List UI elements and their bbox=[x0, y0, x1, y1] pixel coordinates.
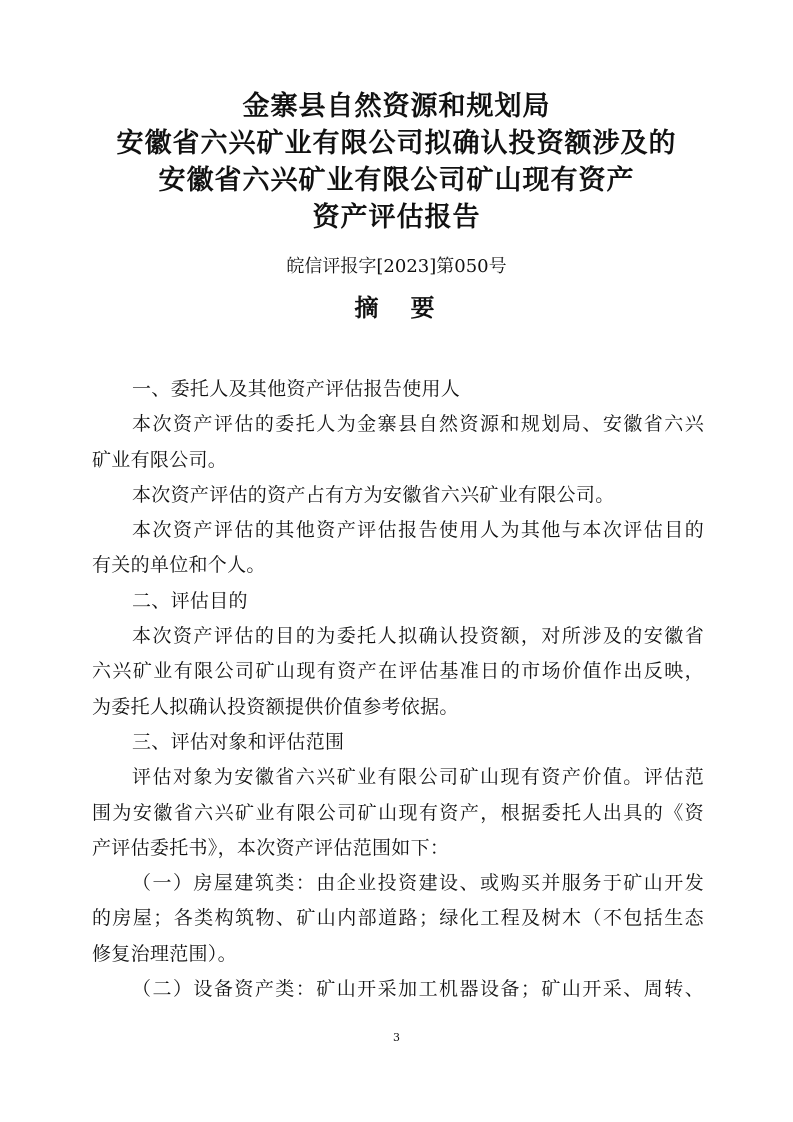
paragraph-line: 六兴矿业有限公司矿山现有资产在评估基准日的市场价值作出反映， bbox=[92, 660, 704, 683]
paragraph-line: （二）设备资产类：矿山开采加工机器设备；矿山开采、周转、 bbox=[132, 978, 704, 1001]
paragraph-line: 为委托人拟确认投资额提供价值参考依据。 bbox=[92, 695, 459, 718]
page-number: 3 bbox=[393, 1031, 400, 1044]
title-line: 金寨县自然资源和规划局 bbox=[242, 91, 551, 122]
paragraph-line: 围为安徽省六兴矿业有限公司矿山现有资产，根据委托人出具的《资 bbox=[92, 801, 704, 824]
paragraph-line: 本次资产评估的资产占有方为安徽省六兴矿业有限公司。 bbox=[132, 483, 615, 506]
paragraph-line: 的房屋；各类构筑物、矿山内部道路；绿化工程及树木（不包括生态 bbox=[92, 907, 704, 930]
paragraph-line: 本次资产评估的委托人为金寨县自然资源和规划局、安徽省六兴 bbox=[132, 413, 704, 436]
report-title bbox=[0, 88, 793, 236]
abstract-heading: 摘 要 bbox=[354, 294, 439, 322]
paragraph-line: 有关的单位和个人。 bbox=[92, 554, 266, 577]
paragraph-line: 产评估委托书》，本次资产评估范围如下： bbox=[92, 836, 450, 859]
abstract-body bbox=[92, 372, 704, 1007]
paragraph-line: 评估对象为安徽省六兴矿业有限公司矿山现有资产价值。评估范 bbox=[132, 766, 704, 789]
title-line: 安徽省六兴矿业有限公司矿山现有资产 bbox=[158, 165, 635, 196]
paragraph-line: 本次资产评估的目的为委托人拟确认投资额，对所涉及的安徽省 bbox=[132, 625, 704, 648]
section-heading: 一、委托人及其他资产评估报告使用人 bbox=[132, 378, 461, 400]
paragraph-line: 矿业有限公司。 bbox=[92, 448, 228, 471]
section-heading: 二、评估目的 bbox=[132, 589, 248, 612]
paragraph-line: 修复治理范围）。 bbox=[92, 942, 237, 965]
paragraph-line: （一）房屋建筑类：由企业投资建设、或购买并服务于矿山开发 bbox=[132, 872, 704, 895]
section-heading: 三、评估对象和评估范围 bbox=[132, 730, 345, 753]
title-line: 资产评估报告 bbox=[312, 202, 481, 233]
paragraph-line: 本次资产评估的其他资产评估报告使用人为其他与本次评估目的 bbox=[132, 519, 704, 542]
document-number: 皖信评报字[2023]第050号 bbox=[286, 256, 507, 277]
title-line: 安徽省六兴矿业有限公司拟确认投资额涉及的 bbox=[116, 128, 677, 159]
